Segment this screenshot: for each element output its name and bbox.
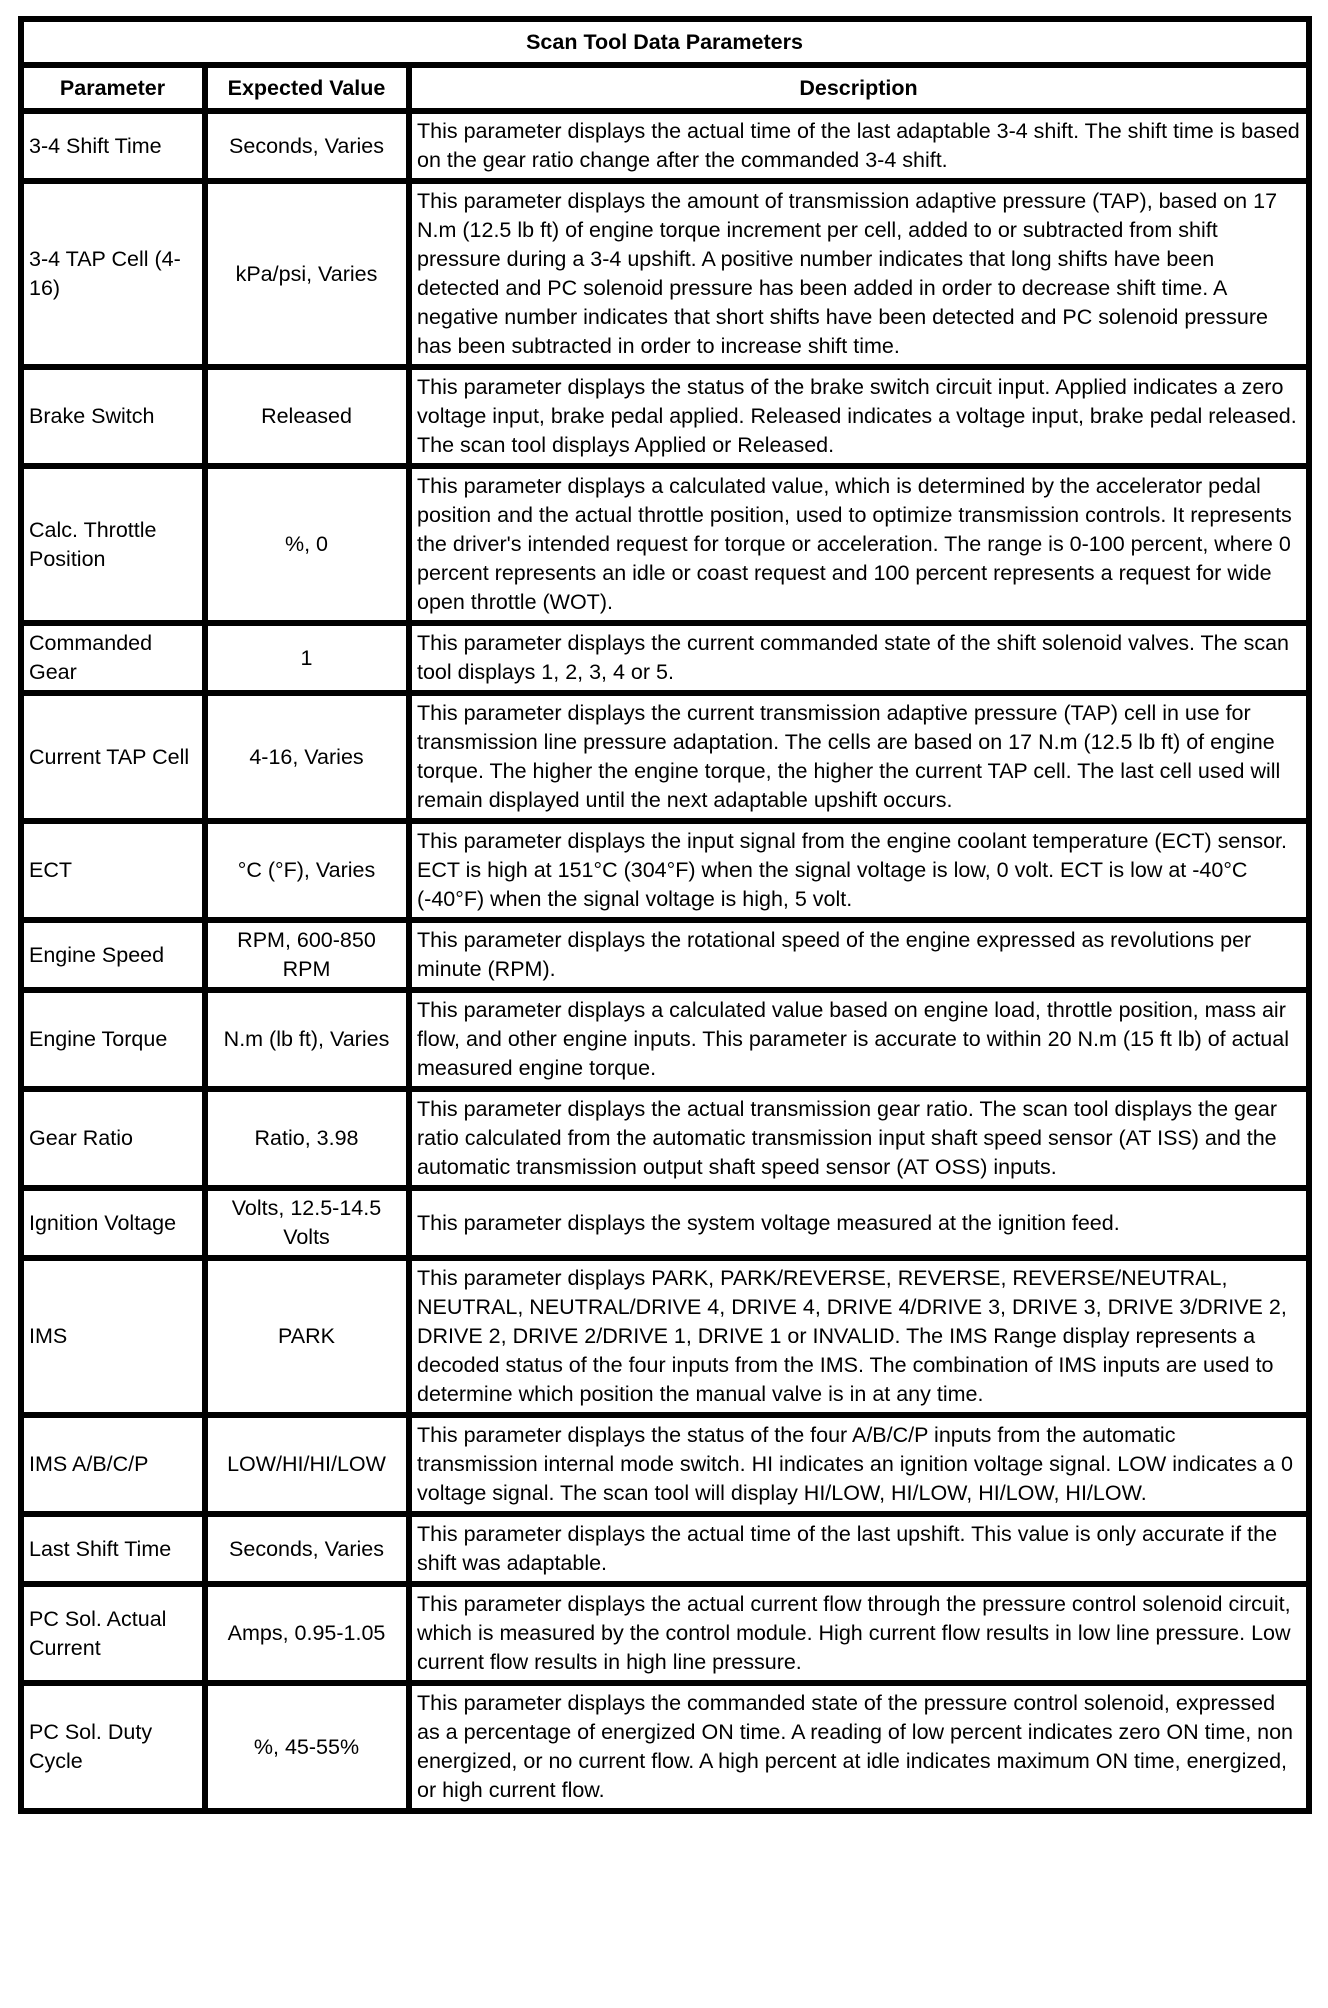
expected-value-cell: N.m (lb ft), Varies xyxy=(205,990,409,1089)
header-parameter: Parameter xyxy=(21,65,205,111)
description-cell: This parameter displays the rotational speed of the engine expressed as revolutions per minute (RPM). xyxy=(409,920,1309,990)
table-row xyxy=(21,920,1309,990)
description-cell: This parameter displays the current transmission adaptive pressure (TAP) cell in use for transmission line pressure adaptation. The cells are based on 17 N.m (12.5 lb ft) of engine torque. The higher the engine torque, the higher the current TAP cell. The last cell used will remain displayed until the next adaptable upshift occurs. xyxy=(409,693,1309,821)
expected-value-cell: PARK xyxy=(205,1258,409,1415)
table-row xyxy=(21,1258,1309,1415)
scan-tool-data-table xyxy=(18,16,1312,1814)
description-cell: This parameter displays the actual time of the last upshift. This value is only accurate if the shift was adaptable. xyxy=(409,1514,1309,1584)
table-row xyxy=(21,111,1309,181)
expected-value-cell: Seconds, Varies xyxy=(205,1514,409,1584)
parameter-cell: 3-4 Shift Time xyxy=(21,111,205,181)
expected-value-cell: Ratio, 3.98 xyxy=(205,1089,409,1188)
description-cell: This parameter displays the input signal from the engine coolant temperature (ECT) sensor. ECT is high at 151°C (304°F) when the signal voltage is low, 0 volt. ECT is low at -40°C (-40°F) when the signal voltage is high, 5 volt. xyxy=(409,821,1309,920)
table-row xyxy=(21,181,1309,367)
expected-value-cell: kPa/psi, Varies xyxy=(205,181,409,367)
parameter-cell: PC Sol. Actual Current xyxy=(21,1584,205,1683)
description-cell: This parameter displays the amount of transmission adaptive pressure (TAP), based on 17 N.m (12.5 lb ft) of engine torque increment per cell, added to or subtracted from shift pressure during a 3-4 upshift. A positive number indicates that long shifts have been detected and PC solenoid pressure has been added in order to decrease shift time. A negative number indicates that short shifts have been detected and PC solenoid pressure has been subtracted in order to increase shift time. xyxy=(409,181,1309,367)
table-row xyxy=(21,466,1309,623)
parameter-cell: IMS A/B/C/P xyxy=(21,1415,205,1514)
table-row xyxy=(21,1584,1309,1683)
parameter-cell: Last Shift Time xyxy=(21,1514,205,1584)
expected-value-cell: LOW/HI/HI/LOW xyxy=(205,1415,409,1514)
expected-value-cell: 1 xyxy=(205,623,409,693)
parameter-cell: Current TAP Cell xyxy=(21,693,205,821)
expected-value-cell: %, 0 xyxy=(205,466,409,623)
parameter-cell: Engine Speed xyxy=(21,920,205,990)
description-cell: This parameter displays PARK, PARK/REVERSE, REVERSE, REVERSE/NEUTRAL, NEUTRAL, NEUTRAL/DRIVE 4, DRIVE 4, DRIVE 4/DRIVE 3, DRIVE 3, DRIVE 3/DRIVE 2, DRIVE 2, DRIVE 2/DRIVE 1, DRIVE 1 or INVALID. The IMS Range display represents a decoded status of the four inputs from the IMS. The combination of IMS inputs are used to determine which position the manual valve is in at any time. xyxy=(409,1258,1309,1415)
table-row xyxy=(21,1188,1309,1258)
description-cell: This parameter displays a calculated value based on engine load, throttle position, mass air flow, and other engine inputs. This parameter is accurate to within 20 N.m (15 ft lb) of actual measured engine torque. xyxy=(409,990,1309,1089)
table-row xyxy=(21,367,1309,466)
parameter-cell: Engine Torque xyxy=(21,990,205,1089)
expected-value-cell: %, 45-55% xyxy=(205,1683,409,1811)
expected-value-cell: Volts, 12.5-14.5 Volts xyxy=(205,1188,409,1258)
description-cell: This parameter displays the actual transmission gear ratio. The scan tool displays the gear ratio calculated from the automatic transmission input shaft speed sensor (AT ISS) and the automatic transmission output shaft speed sensor (AT OSS) inputs. xyxy=(409,1089,1309,1188)
parameter-cell: PC Sol. Duty Cycle xyxy=(21,1683,205,1811)
parameter-cell: Ignition Voltage xyxy=(21,1188,205,1258)
description-cell: This parameter displays a calculated value, which is determined by the accelerator pedal position and the actual throttle position, used to optimize transmission controls. It represents the driver's intended request for torque or acceleration. The range is 0-100 percent, where 0 percent represents an idle or coast request and 100 percent represents a request for wide open throttle (WOT). xyxy=(409,466,1309,623)
parameter-cell: 3-4 TAP Cell (4-16) xyxy=(21,181,205,367)
parameter-cell: Commanded Gear xyxy=(21,623,205,693)
table-row xyxy=(21,1089,1309,1188)
description-cell: This parameter displays the status of the four A/B/C/P inputs from the automatic transmission internal mode switch. HI indicates an ignition voltage signal. LOW indicates a 0 voltage signal. The scan tool will display HI/LOW, HI/LOW, HI/LOW, HI/LOW. xyxy=(409,1415,1309,1514)
expected-value-cell: Amps, 0.95-1.05 xyxy=(205,1584,409,1683)
description-cell: This parameter displays the system voltage measured at the ignition feed. xyxy=(409,1188,1309,1258)
description-cell: This parameter displays the current commanded state of the shift solenoid valves. The scan tool displays 1, 2, 3, 4 or 5. xyxy=(409,623,1309,693)
description-cell: This parameter displays the actual time of the last adaptable 3-4 shift. The shift time is based on the gear ratio change after the commanded 3-4 shift. xyxy=(409,111,1309,181)
header-description: Description xyxy=(409,65,1309,111)
expected-value-cell: 4-16, Varies xyxy=(205,693,409,821)
table-row xyxy=(21,1683,1309,1811)
table-row xyxy=(21,990,1309,1089)
parameter-cell: IMS xyxy=(21,1258,205,1415)
header-expected-value: Expected Value xyxy=(205,65,409,111)
parameter-cell: Calc. Throttle Position xyxy=(21,466,205,623)
table-row xyxy=(21,1514,1309,1584)
table-row xyxy=(21,1415,1309,1514)
description-cell: This parameter displays the actual current flow through the pressure control solenoid circuit, which is measured by the control module. High current flow results in low line pressure. Low current flow results in high line pressure. xyxy=(409,1584,1309,1683)
expected-value-cell: RPM, 600-850 RPM xyxy=(205,920,409,990)
header-row xyxy=(21,65,1309,111)
expected-value-cell: Seconds, Varies xyxy=(205,111,409,181)
table-row xyxy=(21,623,1309,693)
description-cell: This parameter displays the commanded state of the pressure control solenoid, expressed as a percentage of energized ON time. A reading of low percent indicates zero ON time, non energized, or no current flow. A high percent at idle indicates maximum ON time, energized, or high current flow. xyxy=(409,1683,1309,1811)
title-row xyxy=(21,19,1309,65)
table-title: Scan Tool Data Parameters xyxy=(21,19,1309,65)
parameter-cell: Gear Ratio xyxy=(21,1089,205,1188)
parameter-cell: Brake Switch xyxy=(21,367,205,466)
table-row xyxy=(21,821,1309,920)
expected-value-cell: °C (°F), Varies xyxy=(205,821,409,920)
expected-value-cell: Released xyxy=(205,367,409,466)
parameter-cell: ECT xyxy=(21,821,205,920)
table-row xyxy=(21,693,1309,821)
description-cell: This parameter displays the status of the brake switch circuit input. Applied indicates a zero voltage input, brake pedal applied. Released indicates a voltage input, brake pedal released. The scan tool displays Applied or Released. xyxy=(409,367,1309,466)
